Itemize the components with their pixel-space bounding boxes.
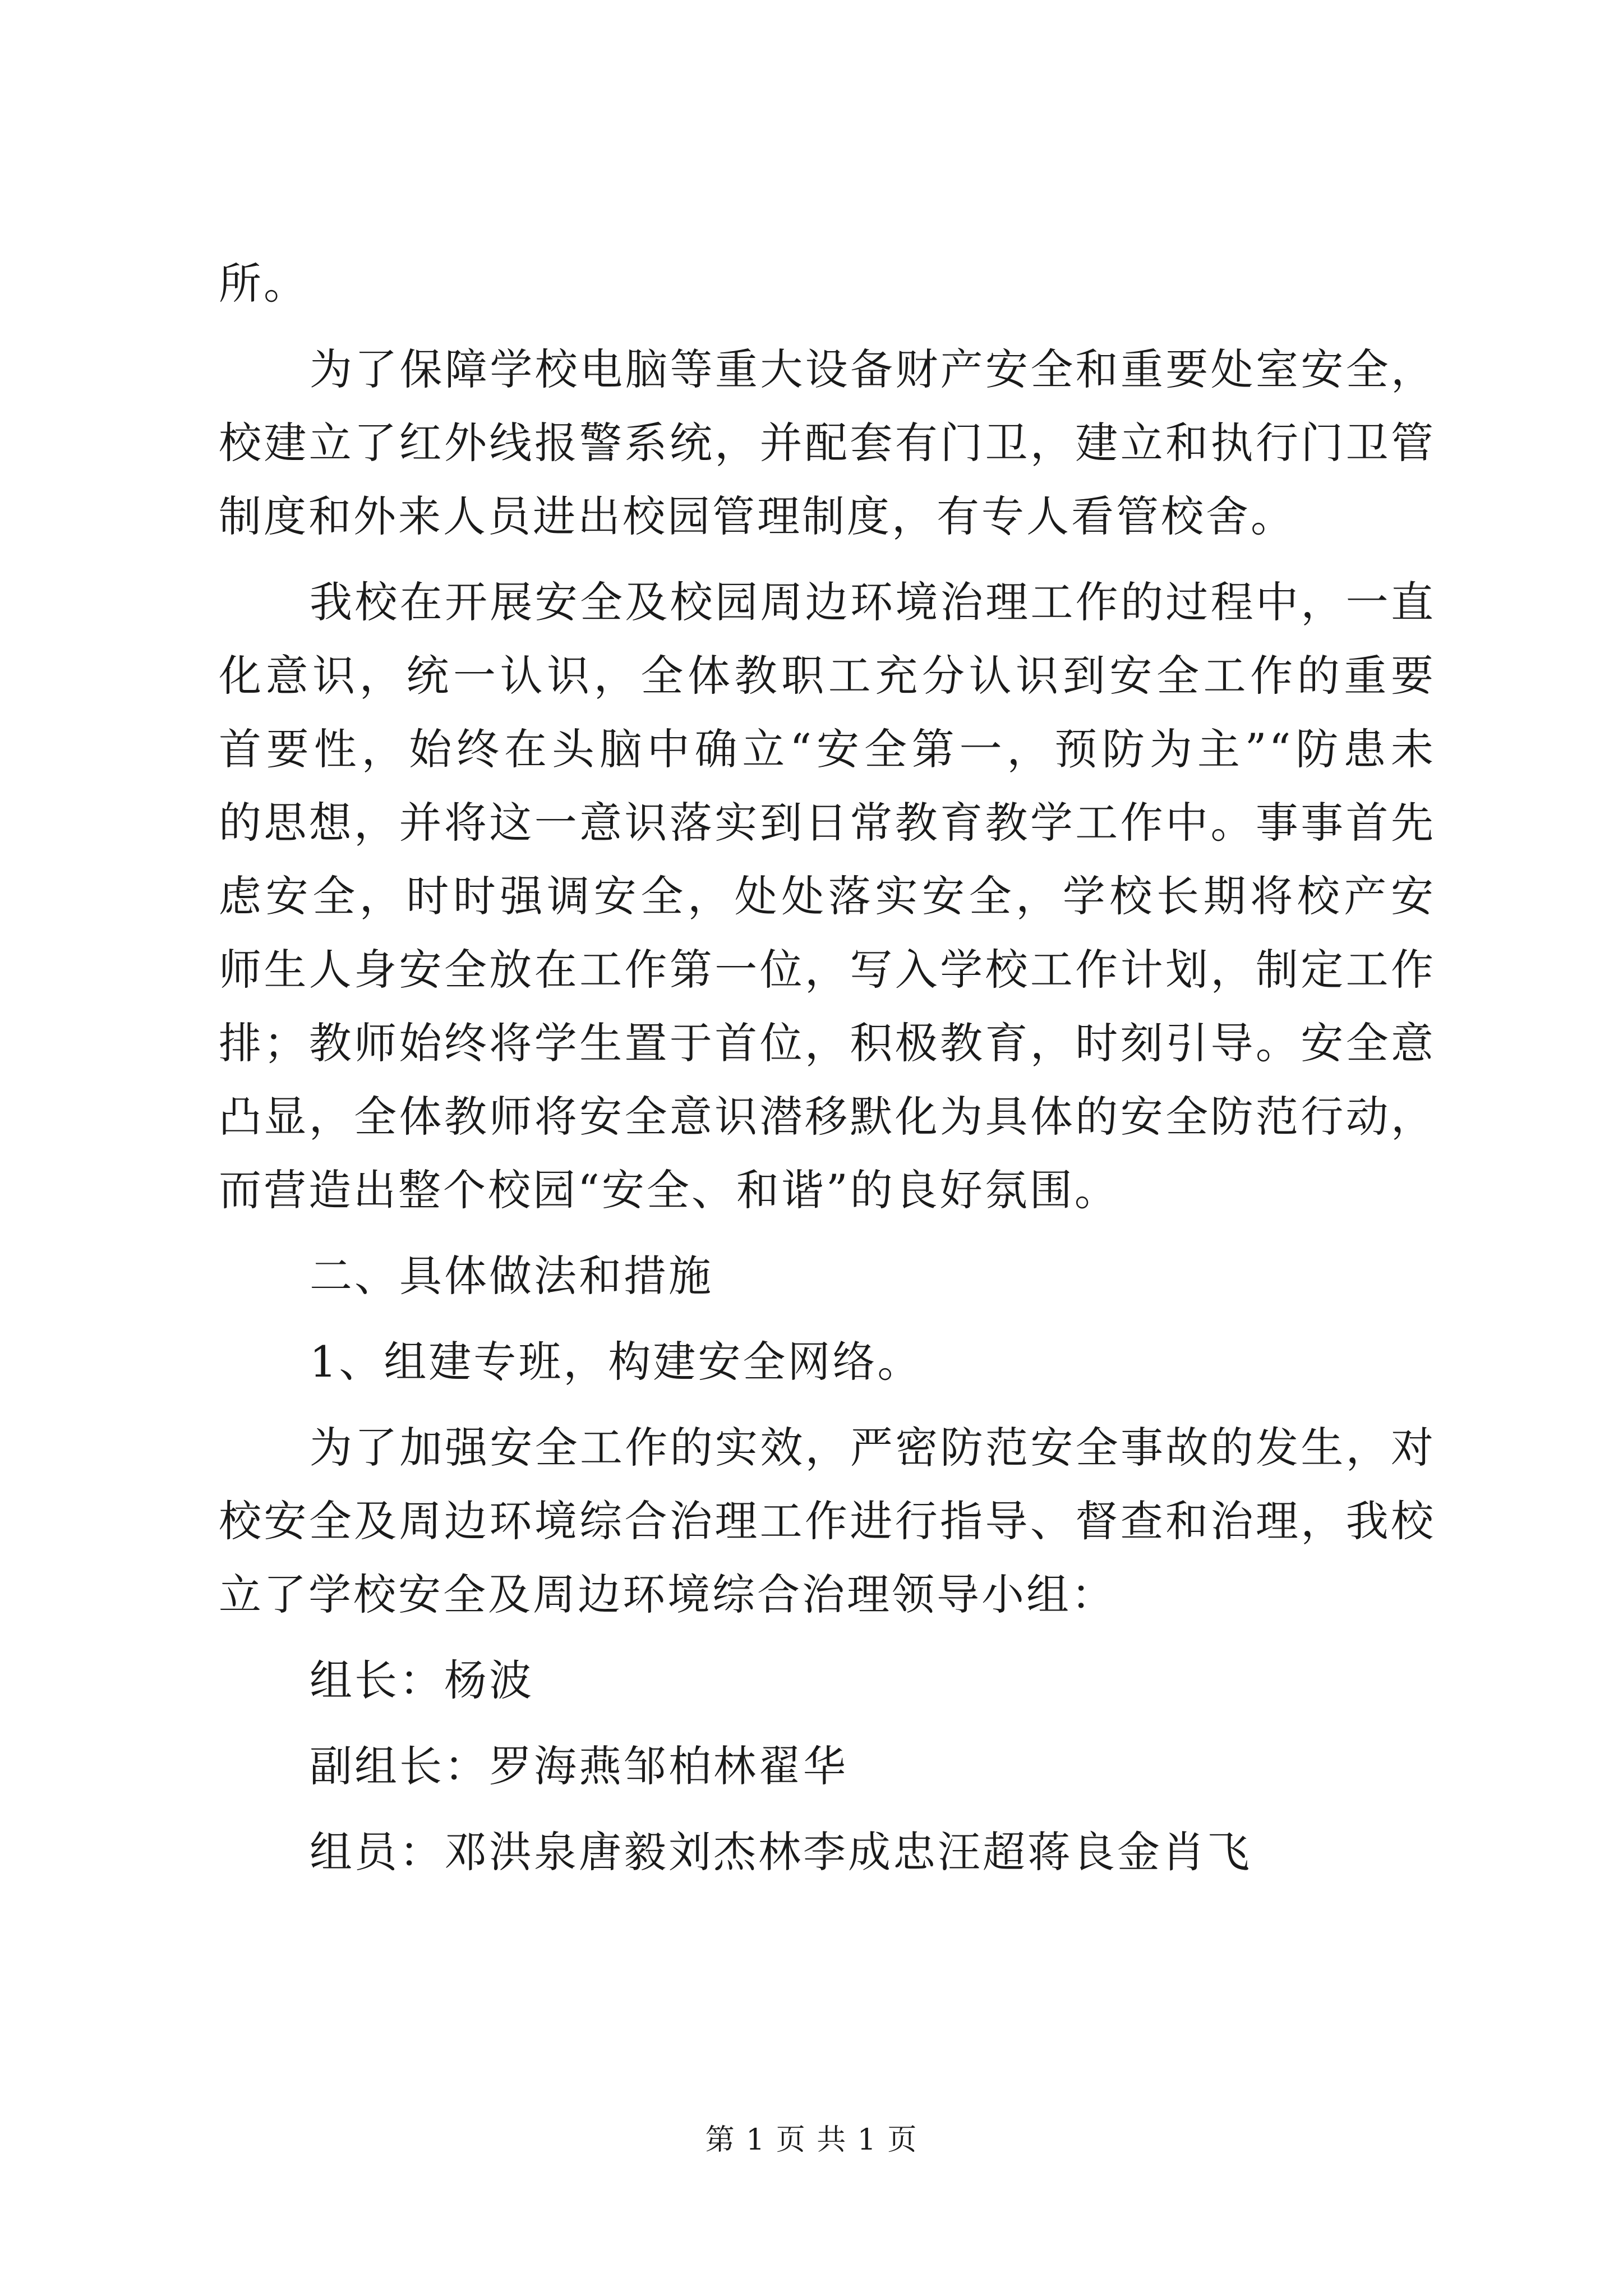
paragraph-line: 校安全及周边环境综合治理工作进行指导、督查和治理，我校 — [219, 1496, 1436, 1546]
team-members-line: 组员：邓洪泉唐毅刘杰林李成忠汪超蒋良金肖飞 — [310, 1827, 1252, 1877]
document-body — [219, 247, 1436, 1889]
paragraph-line: 化意识，统一认识，全体教职工充分认识到安全工作的重要 — [219, 651, 1436, 701]
paragraph-line: 校建立了红外线报警系统，并配套有门卫，建立和执行门卫管 — [219, 418, 1436, 468]
paragraph-line: 的思想，并将这一意识落实到日常教育教学工作中。事事首先 — [219, 798, 1436, 848]
paragraph-line: 制度和外来人员进出校园管理制度，有专人看管校舍。 — [219, 491, 1295, 541]
paragraph-line: 为了加强安全工作的实效，严密防范安全事故的发生，对 — [310, 1423, 1436, 1473]
paragraph-line: 首要性，始终在头脑中确立“安全第一，预防为主”“防患未 — [219, 724, 1436, 774]
paragraph-line: 我校在开展安全及校园周边环境治理工作的过程中，一直 — [310, 577, 1436, 627]
paragraph-line: 立了学校安全及周边环境综合治理领导小组： — [219, 1570, 1116, 1619]
paragraph-line: 师生人身安全放在工作第一位，写入学校工作计划，制定工作 — [219, 945, 1436, 995]
team-leader-line: 组长：杨波 — [310, 1655, 534, 1705]
paragraph-line: 虑安全，时时强调安全，处处落实安全，学校长期将校产安 — [219, 871, 1436, 921]
paragraph-line: 为了保障学校电脑等重大设备财产安全和重要处室安全， — [310, 344, 1436, 394]
page-number: 第 1 页 共 1 页 — [705, 2123, 918, 2157]
paragraph-line: 排；教师始终将学生置于首位，积极教育，时刻引导。安全意 — [219, 1018, 1436, 1068]
subsection-heading: 1、组建专班，构建安全网络。 — [310, 1337, 923, 1387]
page-footer — [0, 2120, 1623, 2160]
paragraph-line: 而营造出整个校园“安全、和谐”的良好氛围。 — [219, 1165, 1119, 1215]
deputy-leaders-line: 副组长：罗海燕邹柏林翟华 — [310, 1741, 848, 1791]
paragraph-line: 所。 — [219, 259, 308, 309]
paragraph-line: 凸显，全体教师将安全意识潜移默化为具体的安全防范行动， — [219, 1092, 1436, 1142]
section-heading: 二、具体做法和措施 — [310, 1251, 713, 1301]
